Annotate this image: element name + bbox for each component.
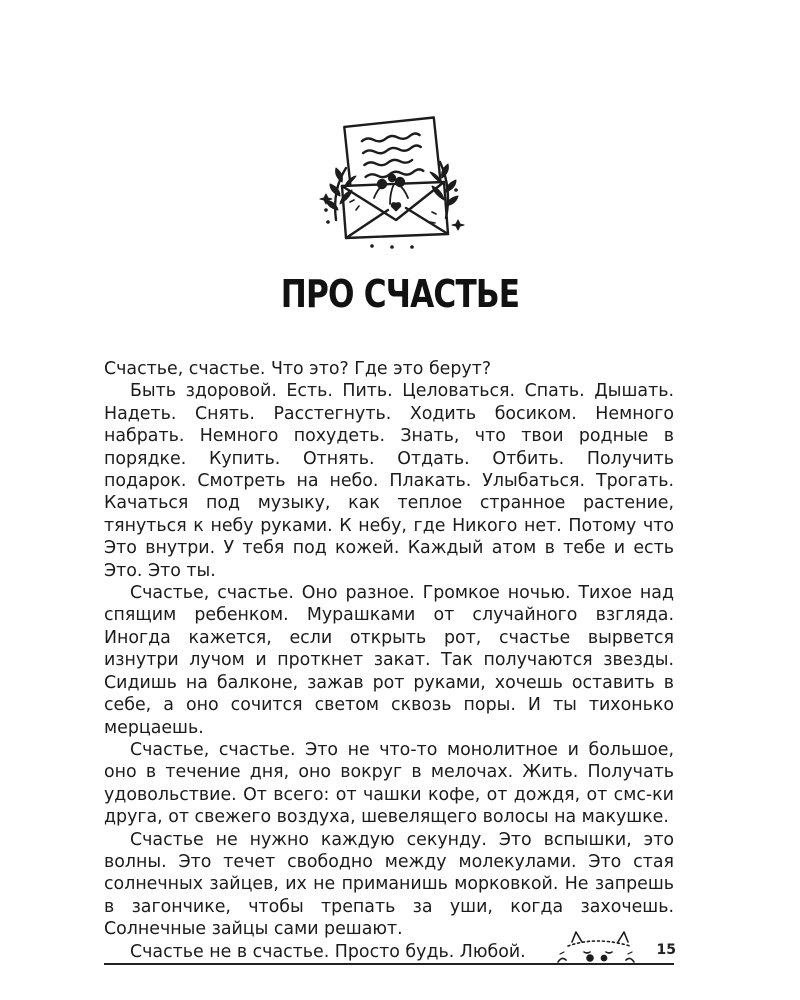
paragraph: Быть здоровой. Есть. Пить. Целоваться. Спать. Дышать. Надеть. Снять. Расстегнуть. Ходить босиком. Немного набрать. Немного похудеть. Знать, что твои родные в порядке. Купить. Отнять. Отдать. Отбить. Получить подарок. Смотреть на небо. Плакать. Улыбаться. Трогать. Качаться под музыку, как теплое странное растение, тянуться к небу руками. К небу, где Никого нет. Потому что Это внутри. У тебя под кожей. Каждый атом в тебе и есть Это. Это ты.: [104, 381, 674, 581]
paragraph: Счастье не в счастье. Просто будь. Любой.: [130, 941, 526, 962]
paragraph: Счастье, счастье. Оно разное. Громкое ночью. Тихое над спящим ребенком. Мурашками от случайного взгляда. Иногда кажется, если открыть рот, счастье вырвется изнутри лучом и проткнет закат. Так получаются звезды. Сидишь на балконе, зажав рот руками, хочешь оставить в себе, а оно сочится светом сквозь поры. И ты тихонько мерцаешь.: [104, 583, 674, 738]
chapter-body: [104, 358, 674, 963]
footer-rule: [104, 963, 674, 965]
page-number: 15: [656, 942, 676, 958]
chapter-title: ПРО СЧАСТЬЕ: [280, 272, 520, 316]
paragraph: Счастье, счастье. Что это? Где это берут?: [104, 359, 492, 379]
paragraph: Счастье не нужно каждую секунду. Это вспышки, это волны. Это течет свободно между молекулами. Это стая солнечных зайцев, их не приманишь морковкой. Не запрешь в загончике, чтобы трепать за уши, когда захочешь. Солнечные зайцы сами решают.: [104, 829, 674, 940]
paragraph: Счастье, счастье. Это не что-то монолитное и большое, оно в течение дня, оно вокруг в мелочах. Жить. Получать удовольствие. От всего: от чашки кофе, от дождя, от смс-ки друга, от свежего воздуха, шевелящего волосы на макушке.: [104, 739, 674, 828]
envelope-letter-icon: [312, 110, 472, 250]
sleeping-cat-icon: [550, 928, 642, 968]
